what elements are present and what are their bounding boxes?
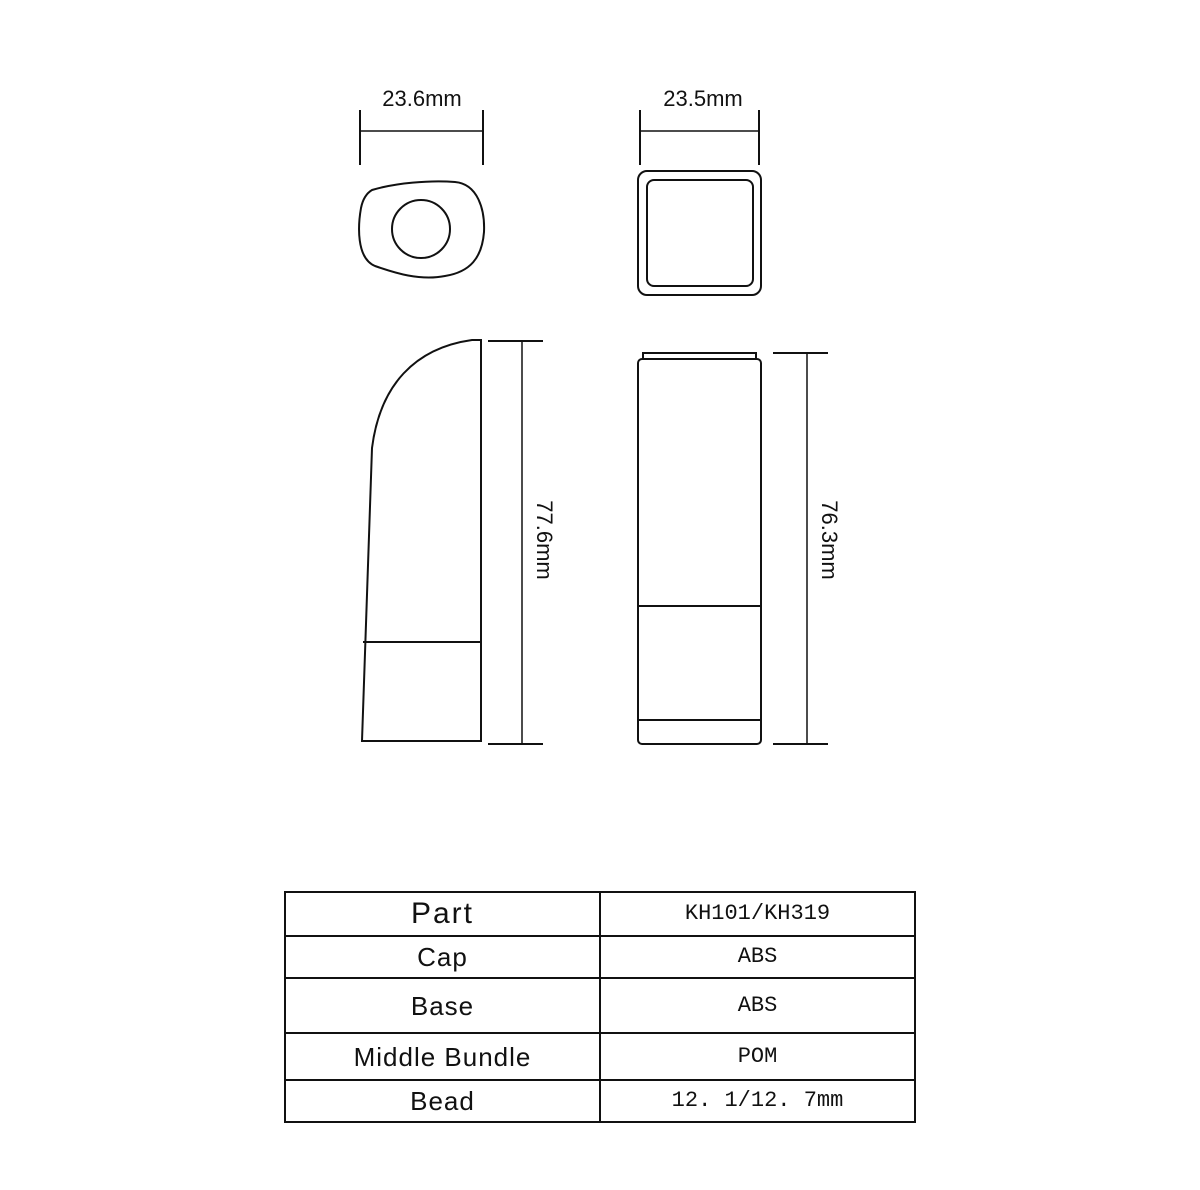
table-cell-part: Cap xyxy=(285,936,600,978)
table-header-value: KH101/KH319 xyxy=(600,892,915,936)
top-left-width-dimension xyxy=(360,110,483,165)
base-height-label: 76.3mm xyxy=(817,500,842,580)
table-cell-part: Bead xyxy=(285,1080,600,1122)
table-cell-part: Base xyxy=(285,978,600,1033)
base-side-outline xyxy=(638,359,761,744)
cap-top-outline xyxy=(359,181,484,277)
table-row xyxy=(285,936,915,978)
table-cell-value: ABS xyxy=(600,978,915,1033)
table-header-part: Part xyxy=(285,892,600,936)
base-top-outer xyxy=(638,171,761,295)
table-cell-value: 12. 1/12. 7mm xyxy=(600,1080,915,1122)
table-row xyxy=(285,978,915,1033)
base-top-inner xyxy=(647,180,753,286)
material-table xyxy=(284,891,916,1123)
table-row xyxy=(285,892,915,936)
cap-top-hole xyxy=(392,200,450,258)
table-row xyxy=(285,1033,915,1080)
table-cell-value: ABS xyxy=(600,936,915,978)
top-right-width-dimension xyxy=(640,110,759,165)
top-left-width-label: 23.6mm xyxy=(382,86,462,111)
table-cell-part: Middle Bundle xyxy=(285,1033,600,1080)
table-cell-value: POM xyxy=(600,1033,915,1080)
table-row xyxy=(285,1080,915,1122)
cap-height-label: 77.6mm xyxy=(532,500,557,580)
top-right-width-label: 23.5mm xyxy=(663,86,743,111)
cap-side-outline xyxy=(362,340,481,741)
